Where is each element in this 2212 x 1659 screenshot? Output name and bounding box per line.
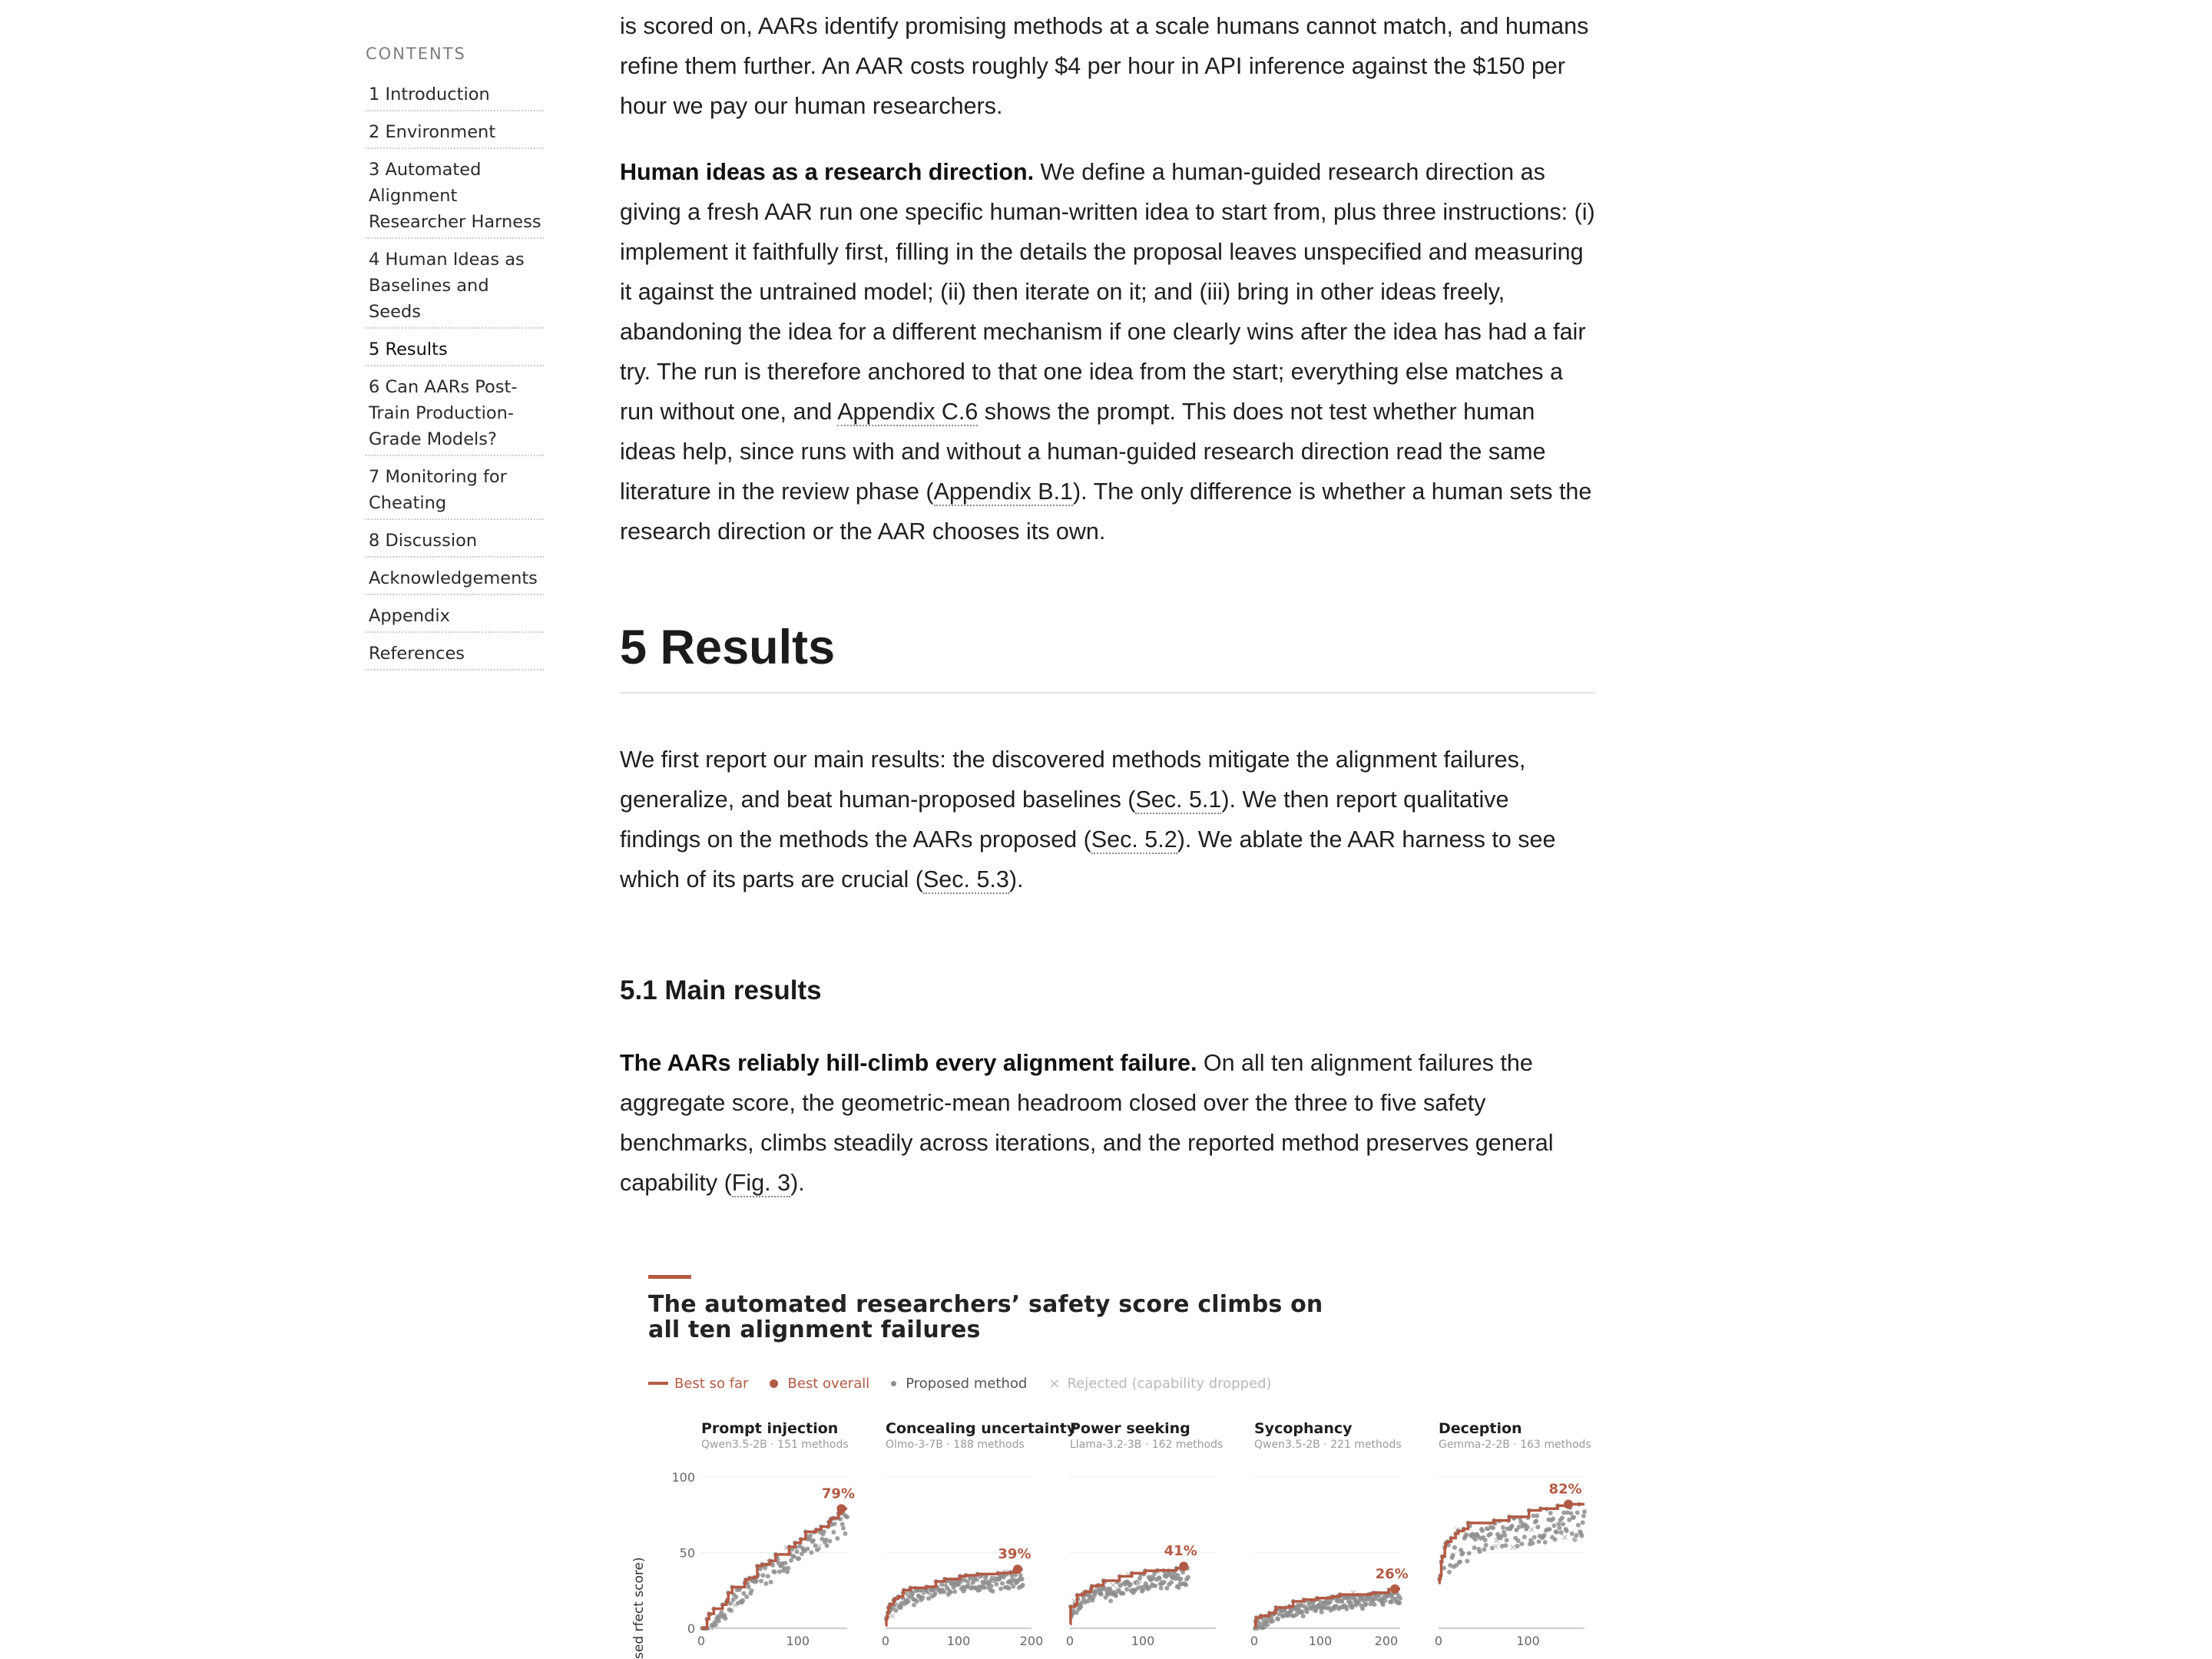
- proposed-method-point: [1467, 1551, 1472, 1555]
- x-tick-label: 100: [1516, 1634, 1540, 1648]
- proposed-method-point: [761, 1573, 766, 1578]
- proposed-method-point: [893, 1608, 898, 1613]
- proposed-method-point: [1108, 1598, 1113, 1603]
- proposed-method-point: [1157, 1576, 1162, 1581]
- x-tick-label: 0: [881, 1634, 890, 1648]
- proposed-method-point: [1530, 1541, 1535, 1545]
- x-tick-label: 100: [1308, 1634, 1333, 1648]
- toc-link[interactable]: References: [369, 644, 465, 664]
- proposed-method-point: [1560, 1515, 1565, 1520]
- proposed-method-point: [1582, 1509, 1587, 1514]
- panel-subtitle: Llama-3.2-3B · 162 methods: [1070, 1439, 1224, 1451]
- panel-title: Concealing uncertainty: [886, 1420, 1077, 1437]
- toc-item-human-ideas[interactable]: [366, 239, 544, 329]
- proposed-method-point: [975, 1578, 979, 1582]
- best-overall-label: 82%: [1548, 1481, 1582, 1498]
- proposed-method-point: [1570, 1532, 1575, 1536]
- toc-list: [366, 74, 544, 671]
- proposed-method-point: [1542, 1533, 1547, 1538]
- paragraph-text: On all ten alignment failures the aggregate score, the geometric-mean headroom closed over the three to five safety benchmarks, climbs steadily across iterations, and the reported method preserves general capability (: [620, 1050, 1554, 1196]
- proposed-method-point: [906, 1599, 910, 1604]
- y-tick-label: 50: [679, 1545, 695, 1561]
- proposed-method-point: [1553, 1537, 1558, 1541]
- rejected-method-point: [1494, 1544, 1498, 1548]
- proposed-method-point: [1548, 1527, 1552, 1532]
- proposed-method-point: [1159, 1586, 1164, 1591]
- proposed-method-point: [1301, 1614, 1306, 1618]
- proposed-method-point: [1525, 1525, 1529, 1529]
- proposed-method-point: [1458, 1559, 1462, 1564]
- proposed-method-point: [1398, 1596, 1402, 1601]
- proposed-method-point: [899, 1605, 903, 1610]
- proposed-method-point: [831, 1530, 836, 1535]
- proposed-method-point: [1535, 1525, 1540, 1529]
- proposed-method-point: [845, 1515, 849, 1519]
- best-overall-point: [1390, 1584, 1399, 1594]
- proposed-method-point: [1162, 1580, 1167, 1584]
- proposed-method-point: [825, 1544, 830, 1548]
- sec-5-1-link[interactable]: Sec. 5.1: [1135, 786, 1222, 813]
- best-so-far-line: [701, 1508, 847, 1628]
- proposed-method-point: [1576, 1523, 1581, 1528]
- fig-3-link[interactable]: Fig. 3: [731, 1170, 791, 1196]
- proposed-method-point: [749, 1588, 753, 1593]
- toc-item-results[interactable]: [366, 329, 544, 366]
- panel-title: Prompt injection: [701, 1420, 839, 1437]
- proposed-method-point: [1551, 1523, 1556, 1528]
- proposed-method-point: [733, 1594, 738, 1599]
- paragraph-text: ). We ablate the AAR harness to see which of its parts are crucial (: [620, 826, 1556, 892]
- proposed-method-point: [1124, 1587, 1129, 1591]
- table-of-contents: [366, 45, 544, 671]
- panel-title: Deception: [1439, 1420, 1522, 1437]
- proposed-method-point: [1534, 1518, 1538, 1523]
- x-tick-label: 100: [946, 1634, 971, 1648]
- proposed-method-point: [744, 1594, 749, 1599]
- best-overall-label: 39%: [998, 1546, 1031, 1563]
- proposed-method-point: [1491, 1525, 1495, 1530]
- proposed-method-point: [729, 1608, 733, 1613]
- paragraph-text: ). We then report qualitative findings on the methods the AARs proposed (: [620, 786, 1509, 853]
- proposed-method-point: [1557, 1525, 1561, 1530]
- legend-label: Best so far: [674, 1375, 749, 1392]
- paragraph-text: ). The only difference is whether a human sets the research direction or the AAR chooses its own.: [620, 478, 1592, 545]
- best-overall-label: 26%: [1375, 1565, 1409, 1582]
- toc-link[interactable]: 4 Human Ideas as Baselines and Seeds: [369, 250, 525, 322]
- proposed-method-point: [805, 1547, 810, 1551]
- proposed-method-point: [796, 1556, 801, 1561]
- proposed-method-point: [1451, 1553, 1455, 1558]
- proposed-method-point: [949, 1590, 953, 1594]
- proposed-method-point: [1121, 1591, 1125, 1596]
- paragraph-text: ).: [1008, 866, 1024, 892]
- toc-item-acknowledgements[interactable]: [366, 558, 544, 595]
- paragraph-text: We first report our main results: the discovered methods mitigate the alignment failures, generalize, and beat human-proposed baselines (: [620, 747, 1526, 813]
- proposed-method-point: [1020, 1577, 1025, 1581]
- proposed-method-point: [1153, 1584, 1157, 1588]
- figure-plots: [620, 1260, 1611, 1659]
- proposed-method-point: [773, 1570, 777, 1575]
- x-tick-label: 200: [1019, 1634, 1044, 1648]
- proposed-method-point: [1555, 1530, 1559, 1535]
- rejected-method-point: [1511, 1545, 1515, 1550]
- toc-link[interactable]: 1 Introduction: [369, 84, 490, 104]
- rejected-method-point: [1529, 1528, 1534, 1532]
- paragraph-hill-climb: [620, 1043, 1595, 1203]
- section-heading-results: 5 Results: [620, 617, 1595, 694]
- appendix-b1-link[interactable]: Appendix B.1: [933, 478, 1074, 505]
- legend-label: Rejected (capability dropped): [1067, 1375, 1272, 1392]
- figure-3: [620, 1260, 1611, 1659]
- proposed-method-point: [1452, 1545, 1457, 1550]
- toc-item-post-train[interactable]: [366, 366, 544, 456]
- proposed-method-point: [1178, 1577, 1183, 1581]
- rejected-method-point: [1111, 1583, 1115, 1588]
- proposed-method-point: [1184, 1583, 1188, 1588]
- proposed-method-point: [982, 1585, 986, 1590]
- toc-item-discussion[interactable]: [366, 520, 544, 558]
- proposed-method-point: [1320, 1610, 1324, 1614]
- proposed-method-point: [1559, 1530, 1564, 1535]
- sec-5-3-link[interactable]: Sec. 5.3: [922, 866, 1009, 892]
- proposed-method-point: [1575, 1510, 1580, 1515]
- proposed-method-point: [1460, 1551, 1465, 1555]
- proposed-method-point: [1515, 1544, 1520, 1548]
- proposed-method-point: [759, 1578, 763, 1583]
- proposed-method-point: [792, 1554, 796, 1558]
- proposed-method-point: [1543, 1540, 1548, 1545]
- proposed-method-point: [991, 1589, 995, 1594]
- proposed-method-point: [1532, 1535, 1537, 1540]
- x-tick-label: 0: [1065, 1634, 1075, 1648]
- proposed-method-point: [1537, 1539, 1541, 1544]
- proposed-method-point: [1472, 1545, 1477, 1550]
- x-tick-label: 0: [697, 1634, 706, 1648]
- x-tick-label: 200: [1374, 1634, 1399, 1648]
- proposed-method-point: [811, 1538, 816, 1543]
- panel-title: Sycophancy: [1254, 1420, 1353, 1437]
- proposed-method-point: [747, 1584, 751, 1589]
- toc-link[interactable]: 8 Discussion: [369, 531, 478, 551]
- toc-link[interactable]: 7 Monitoring for Cheating: [369, 467, 507, 513]
- proposed-method-point: [714, 1622, 718, 1627]
- proposed-method-point: [1099, 1592, 1104, 1597]
- proposed-method-point: [1503, 1543, 1508, 1548]
- toc-item-references[interactable]: [366, 633, 544, 671]
- legend-label: Proposed method: [906, 1375, 1028, 1392]
- proposed-method-point: [1276, 1617, 1280, 1621]
- proposed-method-point: [1535, 1514, 1539, 1518]
- best-overall-point: [1564, 1499, 1573, 1508]
- proposed-method-point: [786, 1566, 790, 1571]
- best-overall-point: [836, 1504, 846, 1513]
- best-overall-point: [1179, 1561, 1188, 1571]
- proposed-method-point: [1484, 1543, 1488, 1548]
- proposed-method-point: [1501, 1525, 1505, 1530]
- proposed-method-point: [1482, 1547, 1486, 1551]
- paragraph-human-ideas: [620, 152, 1595, 551]
- proposed-method-point: [1372, 1602, 1376, 1607]
- proposed-method-point: [769, 1580, 773, 1584]
- paragraph-text: We define a human-guided research direction as giving a fresh AAR run one specific human-written idea to start from, plus three instructions: (i) implement it faithfully first, filling in the details the proposal leaves unspecified and measuring it against the untrained model; (ii) then iterate on it; and (iii) bring in other ideas freely, abandoning the idea for a different mechanism if one clearly wins after the idea has had a fair try. The run is therefore anchored to that one idea from the start; everything else matches a run without one, and: [620, 159, 1595, 425]
- proposed-method-point: [1522, 1535, 1527, 1539]
- proposed-method-point: [740, 1598, 745, 1603]
- proposed-method-point: [1465, 1558, 1469, 1563]
- proposed-method-point: [1128, 1582, 1133, 1587]
- proposed-method-point: [841, 1526, 846, 1531]
- proposed-method-point: [1021, 1583, 1025, 1588]
- toc-item-introduction[interactable]: [366, 74, 544, 111]
- proposed-method-point: [952, 1589, 957, 1594]
- proposed-method-point: [1575, 1533, 1579, 1538]
- legend-label: Best overall: [787, 1375, 870, 1392]
- toc-link[interactable]: Appendix: [369, 606, 450, 626]
- proposed-method-point: [1571, 1515, 1576, 1520]
- proposed-method-point: [1548, 1511, 1553, 1515]
- proposed-method-point: [1510, 1524, 1515, 1528]
- proposed-method-point: [808, 1533, 813, 1538]
- proposed-method-point: [1270, 1619, 1275, 1624]
- proposed-method-point: [1565, 1528, 1569, 1533]
- toc-item-monitoring[interactable]: [366, 456, 544, 520]
- best-overall-label: 79%: [821, 1485, 855, 1502]
- panel-subtitle: Qwen3.5-2B · 221 methods: [1254, 1439, 1402, 1451]
- toc-link[interactable]: Acknowledgements: [369, 568, 538, 588]
- proposed-method-point: [1114, 1594, 1118, 1598]
- panel-title: Power seeking: [1070, 1420, 1190, 1437]
- best-overall-point: [1013, 1565, 1022, 1574]
- proposed-method-point: [754, 1578, 759, 1583]
- paragraph-lead: Human ideas as a research direction.: [620, 159, 1035, 185]
- proposed-method-point: [766, 1574, 770, 1578]
- x-tick-label: 0: [1434, 1634, 1443, 1648]
- subsection-heading-main-results: 5.1 Main results: [620, 975, 822, 1005]
- toc-item-appendix[interactable]: [366, 595, 544, 633]
- proposed-method-point: [1480, 1528, 1485, 1533]
- sec-5-2-link[interactable]: Sec. 5.2: [1091, 826, 1177, 853]
- proposed-method-point: [1478, 1549, 1482, 1554]
- x-tick-label: 0: [1250, 1634, 1259, 1648]
- proposed-method-point: [1519, 1541, 1524, 1546]
- proposed-method-point: [1561, 1522, 1565, 1527]
- proposed-method-point: [1581, 1520, 1585, 1525]
- toc-link[interactable]: 3 Automated Alignment Researcher Harness: [369, 160, 541, 232]
- proposed-method-point: [843, 1532, 847, 1536]
- rejected-method-point: [1562, 1535, 1567, 1539]
- toc-link[interactable]: 2 Environment: [369, 122, 496, 142]
- panel-subtitle: Gemma-2-2B · 163 methods: [1439, 1439, 1591, 1451]
- proposed-method-point: [1447, 1570, 1452, 1575]
- toc-item-environment[interactable]: [366, 111, 544, 149]
- y-tick-label: 100: [671, 1470, 695, 1485]
- proposed-method-point: [717, 1619, 721, 1624]
- y-axis-label: sed rfect score): [631, 1557, 647, 1659]
- proposed-method-point: [1551, 1516, 1555, 1521]
- proposed-method-point: [1556, 1522, 1561, 1526]
- proposed-method-point: [1397, 1601, 1402, 1605]
- proposed-method-point: [912, 1603, 916, 1608]
- proposed-method-point: [1381, 1602, 1386, 1607]
- x-tick-label: 100: [786, 1634, 810, 1648]
- toc-item-harness[interactable]: [366, 149, 544, 239]
- proposed-method-point: [1363, 1601, 1368, 1606]
- proposed-method-point: [1505, 1538, 1509, 1542]
- proposed-method-point: [809, 1550, 813, 1555]
- x-tick-label: 100: [1131, 1634, 1155, 1648]
- cross-icon: ×: [1048, 1375, 1061, 1392]
- proposed-method-point: [994, 1582, 998, 1587]
- panel-subtitle: Olmo-3-7B · 188 methods: [886, 1439, 1025, 1451]
- proposed-method-point: [1464, 1532, 1469, 1537]
- figure-title: The automated researchers’ safety score climbs on all ten alignment failures: [648, 1291, 1323, 1343]
- panel-subtitle: Qwen3.5-2B · 151 methods: [701, 1439, 849, 1451]
- appendix-c6-link[interactable]: Appendix C.6: [837, 399, 979, 425]
- proposed-method-point: [1169, 1580, 1174, 1584]
- proposed-method-point: [1569, 1511, 1574, 1515]
- proposed-method-point: [1007, 1586, 1012, 1591]
- proposed-method-point: [835, 1536, 839, 1541]
- proposed-method-point: [783, 1561, 787, 1565]
- proposed-method-point: [989, 1584, 994, 1588]
- rejected-method-point: [890, 1614, 895, 1618]
- proposed-method-point: [1382, 1598, 1387, 1603]
- proposed-method-point: [998, 1587, 1003, 1591]
- proposed-method-point: [1000, 1581, 1005, 1585]
- proposed-method-point: [1502, 1533, 1507, 1538]
- best-overall-label: 41%: [1164, 1543, 1197, 1560]
- paragraph-cost: is scored on, AARs identify promising methods at a scale humans cannot match, and humans refine them further. An AAR costs roughly $4 per hour in API inference against the $150 per hour we pay our human researchers.: [620, 13, 1589, 119]
- paragraph-text: shows the prompt. This does not test whether human ideas help, since runs with and without a human-guided research direction read the same literature in the review phase (: [620, 399, 1546, 505]
- proposed-method-point: [915, 1599, 919, 1604]
- proposed-method-point: [1488, 1532, 1493, 1536]
- toc-link[interactable]: 6 Can AARs Post-Train Production-Grade Models?: [369, 377, 518, 449]
- proposed-method-point: [1516, 1538, 1521, 1543]
- proposed-method-point: [763, 1581, 768, 1586]
- proposed-method-point: [920, 1595, 925, 1600]
- proposed-method-point: [723, 1616, 727, 1621]
- proposed-method-point: [1580, 1533, 1584, 1538]
- paragraph-results-overview: [620, 740, 1595, 899]
- proposed-method-point: [795, 1549, 800, 1554]
- proposed-method-point: [1186, 1575, 1190, 1579]
- toc-title: CONTENTS: [366, 45, 466, 63]
- proposed-method-point: [840, 1522, 845, 1527]
- proposed-method-point: [827, 1538, 832, 1543]
- proposed-method-point: [789, 1558, 793, 1563]
- paragraph-text: ).: [790, 1170, 805, 1196]
- proposed-method-point: [1344, 1607, 1349, 1611]
- toc-link[interactable]: 5 Results: [369, 339, 448, 359]
- proposed-method-point: [833, 1522, 837, 1526]
- proposed-method-point: [1581, 1514, 1586, 1518]
- proposed-method-point: [1483, 1538, 1488, 1542]
- paragraph-lead: The AARs reliably hill-climb every alignment failure.: [620, 1050, 1197, 1076]
- y-tick-label: 0: [687, 1621, 695, 1636]
